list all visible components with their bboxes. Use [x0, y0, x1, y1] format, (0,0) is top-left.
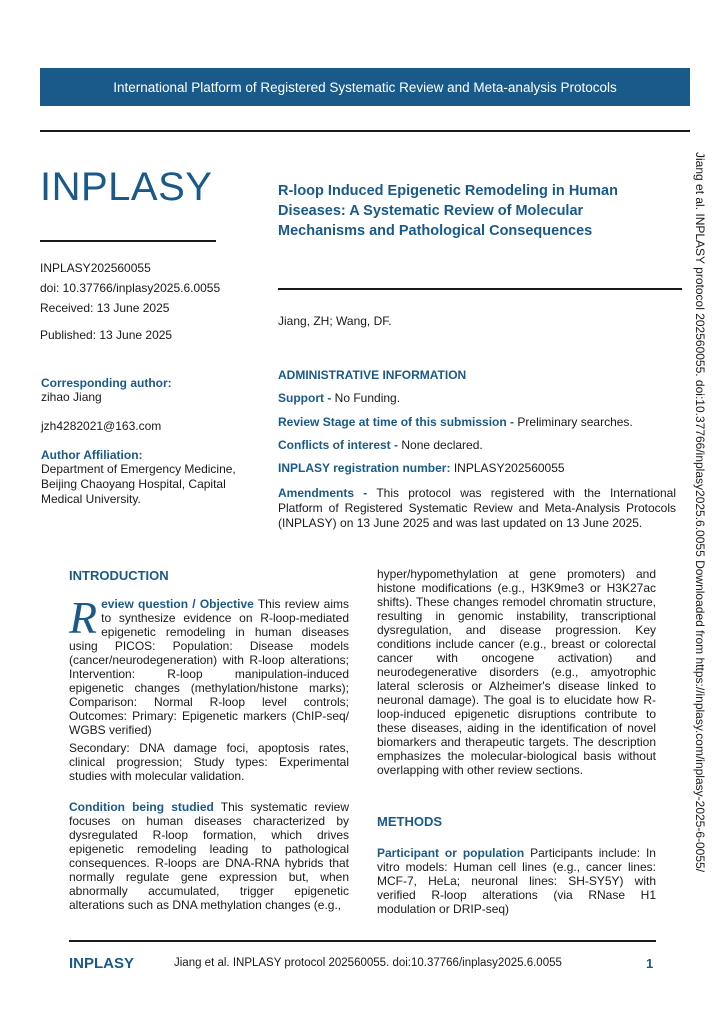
condition-paragraph: [69, 800, 349, 912]
registration-value: INPLASY202560055: [450, 461, 565, 475]
condition-continued: hyper/hypomethylation at gene promoters) and histone modifications (e.g., H3K9me3 or H3K27ac shifts). These changes remodel chromatin structure, resulting in genomic instability, transcriptional dysregulation, and disease progression. Key conditions include cancer (e.g., breast or colorectal cancer with oncogene activation) and neurodegenerative disorders (e.g., amyotrophic lateral sclerosis or Alzheimer's disease linked to neuronal damage). The goal is to elucidate how R-loop-induced epigenetic disruptions contribute to these diseases, aiding in the identification of novel biomarkers and therapeutic targets. The description emphasizes the molecular-biological basis without overlapping with other review sections.: [377, 567, 656, 777]
review-question-label: eview question / Objective: [101, 597, 254, 611]
page-number: 1: [646, 956, 654, 971]
population-label: Participant or population: [377, 846, 525, 860]
journal-logo: INPLASY: [40, 165, 213, 209]
article-title: R-loop Induced Epigenetic Remodeling in Human Diseases: A Systematic Review of Molecular Mechanisms and Pathological Consequences: [278, 183, 618, 239]
conflicts-line: [278, 438, 676, 453]
methods-heading: METHODS: [377, 814, 442, 829]
condition-label: Condition being studied: [69, 800, 214, 814]
footer-citation: Jiang et al. INPLASY protocol 202560055. doi:10.37766/inplasy2025.6.0055: [174, 957, 562, 969]
support-value: No Funding.: [331, 391, 401, 405]
review-question-paragraph: [69, 592, 349, 737]
population-text: Participants include: In vitro models: Human cell lines (e.g., cancer lines: MCF-7, HeLa; neuronal lines: SH-SY5Y) with verified R-loop alterations (via RNase H1 modulation or DRIP-seq): [377, 846, 656, 916]
registration-id: INPLASY202560055: [40, 261, 151, 275]
support-label: Support -: [278, 391, 332, 405]
stage-value: Preliminary searches.: [514, 415, 633, 429]
condition-text: This systematic review focuses on human diseases characterized by dysregulated R-loop formation, which drives epigenetic remodeling leading to pathological consequences. R-loops are DNA-RNA hybrids that normally regulate gene expression but, when abnormally accumulated, trigger epigenetic alterations such as DNA methylation changes (e.g.,: [69, 800, 349, 912]
corresponding-heading: Corresponding author:: [41, 376, 172, 390]
amendments-value: This protocol was registered with the International Platform of Registered Systematic Review and Meta-Analysis Protocols (INPLASY) on 13 June 2025 and was last updated on 13 June 2025.: [278, 486, 676, 530]
published-date: Published: 13 June 2025: [40, 328, 173, 342]
logo-underline: [40, 240, 216, 242]
authors: Jiang, ZH; Wang, DF.: [278, 314, 392, 328]
stage-line: [278, 415, 676, 430]
conflicts-value: None declared.: [398, 438, 483, 452]
title-divider: [278, 288, 682, 290]
stage-label: Review Stage at time of this submission -: [278, 415, 515, 429]
side-citation: [693, 152, 711, 872]
affiliation-text: Department of Emergency Medicine, Beijing Chaoyang Hospital, Capital Medical University.: [41, 462, 236, 506]
affiliation-heading: Author Affiliation:: [41, 448, 143, 462]
corresponding-email: jzh4282021@163.com: [41, 419, 162, 433]
introduction-heading: INTRODUCTION: [69, 568, 169, 583]
footer-logo: INPLASY: [69, 955, 135, 972]
review-question-text: This review aims to synthesize evidence on R-loop-mediated epigenetic remodeling in human diseases using PICOS: Population: Disease models (cancer/neurodegeneration) with R-loop alterations; Intervention: R-loop manipulation-induced epigenetic changes (methylation/histone marks); Comparison: Normal R-loop level controls; Outcomes: Primary: Epigenetic markers (ChIP-seq/ WGBS verified): [69, 597, 349, 737]
doi: doi: 10.37766/inplasy2025.6.0055: [40, 281, 221, 295]
amendments-label: Amendments -: [278, 486, 368, 500]
amendments-line: [278, 486, 676, 531]
top-divider: [40, 130, 690, 132]
footer-divider: [69, 940, 656, 942]
journal-banner: International Platform of Registered Systematic Review and Meta-analysis Protocols: [40, 68, 690, 106]
corresponding-name: zihao Jiang: [41, 390, 102, 404]
conflicts-label: Conflicts of interest -: [278, 438, 399, 452]
population-paragraph: [377, 846, 656, 916]
drop-cap: R: [69, 592, 98, 643]
side-citation-text: Jiang et al. INPLASY protocol 202560055. doi:10.37766/inplasy2025.6.0055 Downloaded from https://inplasy.com/inplasy-2025-6-0055/: [693, 152, 707, 873]
registration-label: INPLASY registration number:: [278, 461, 451, 475]
review-question-secondary: Secondary: DNA damage foci, apoptosis rates, clinical progression; Study types: Experimental studies with molecular validation.: [69, 741, 349, 783]
support-line: [278, 391, 676, 406]
registration-line: [278, 461, 676, 476]
received-date: Received: 13 June 2025: [40, 301, 170, 315]
admin-heading: ADMINISTRATIVE INFORMATION: [278, 368, 467, 382]
